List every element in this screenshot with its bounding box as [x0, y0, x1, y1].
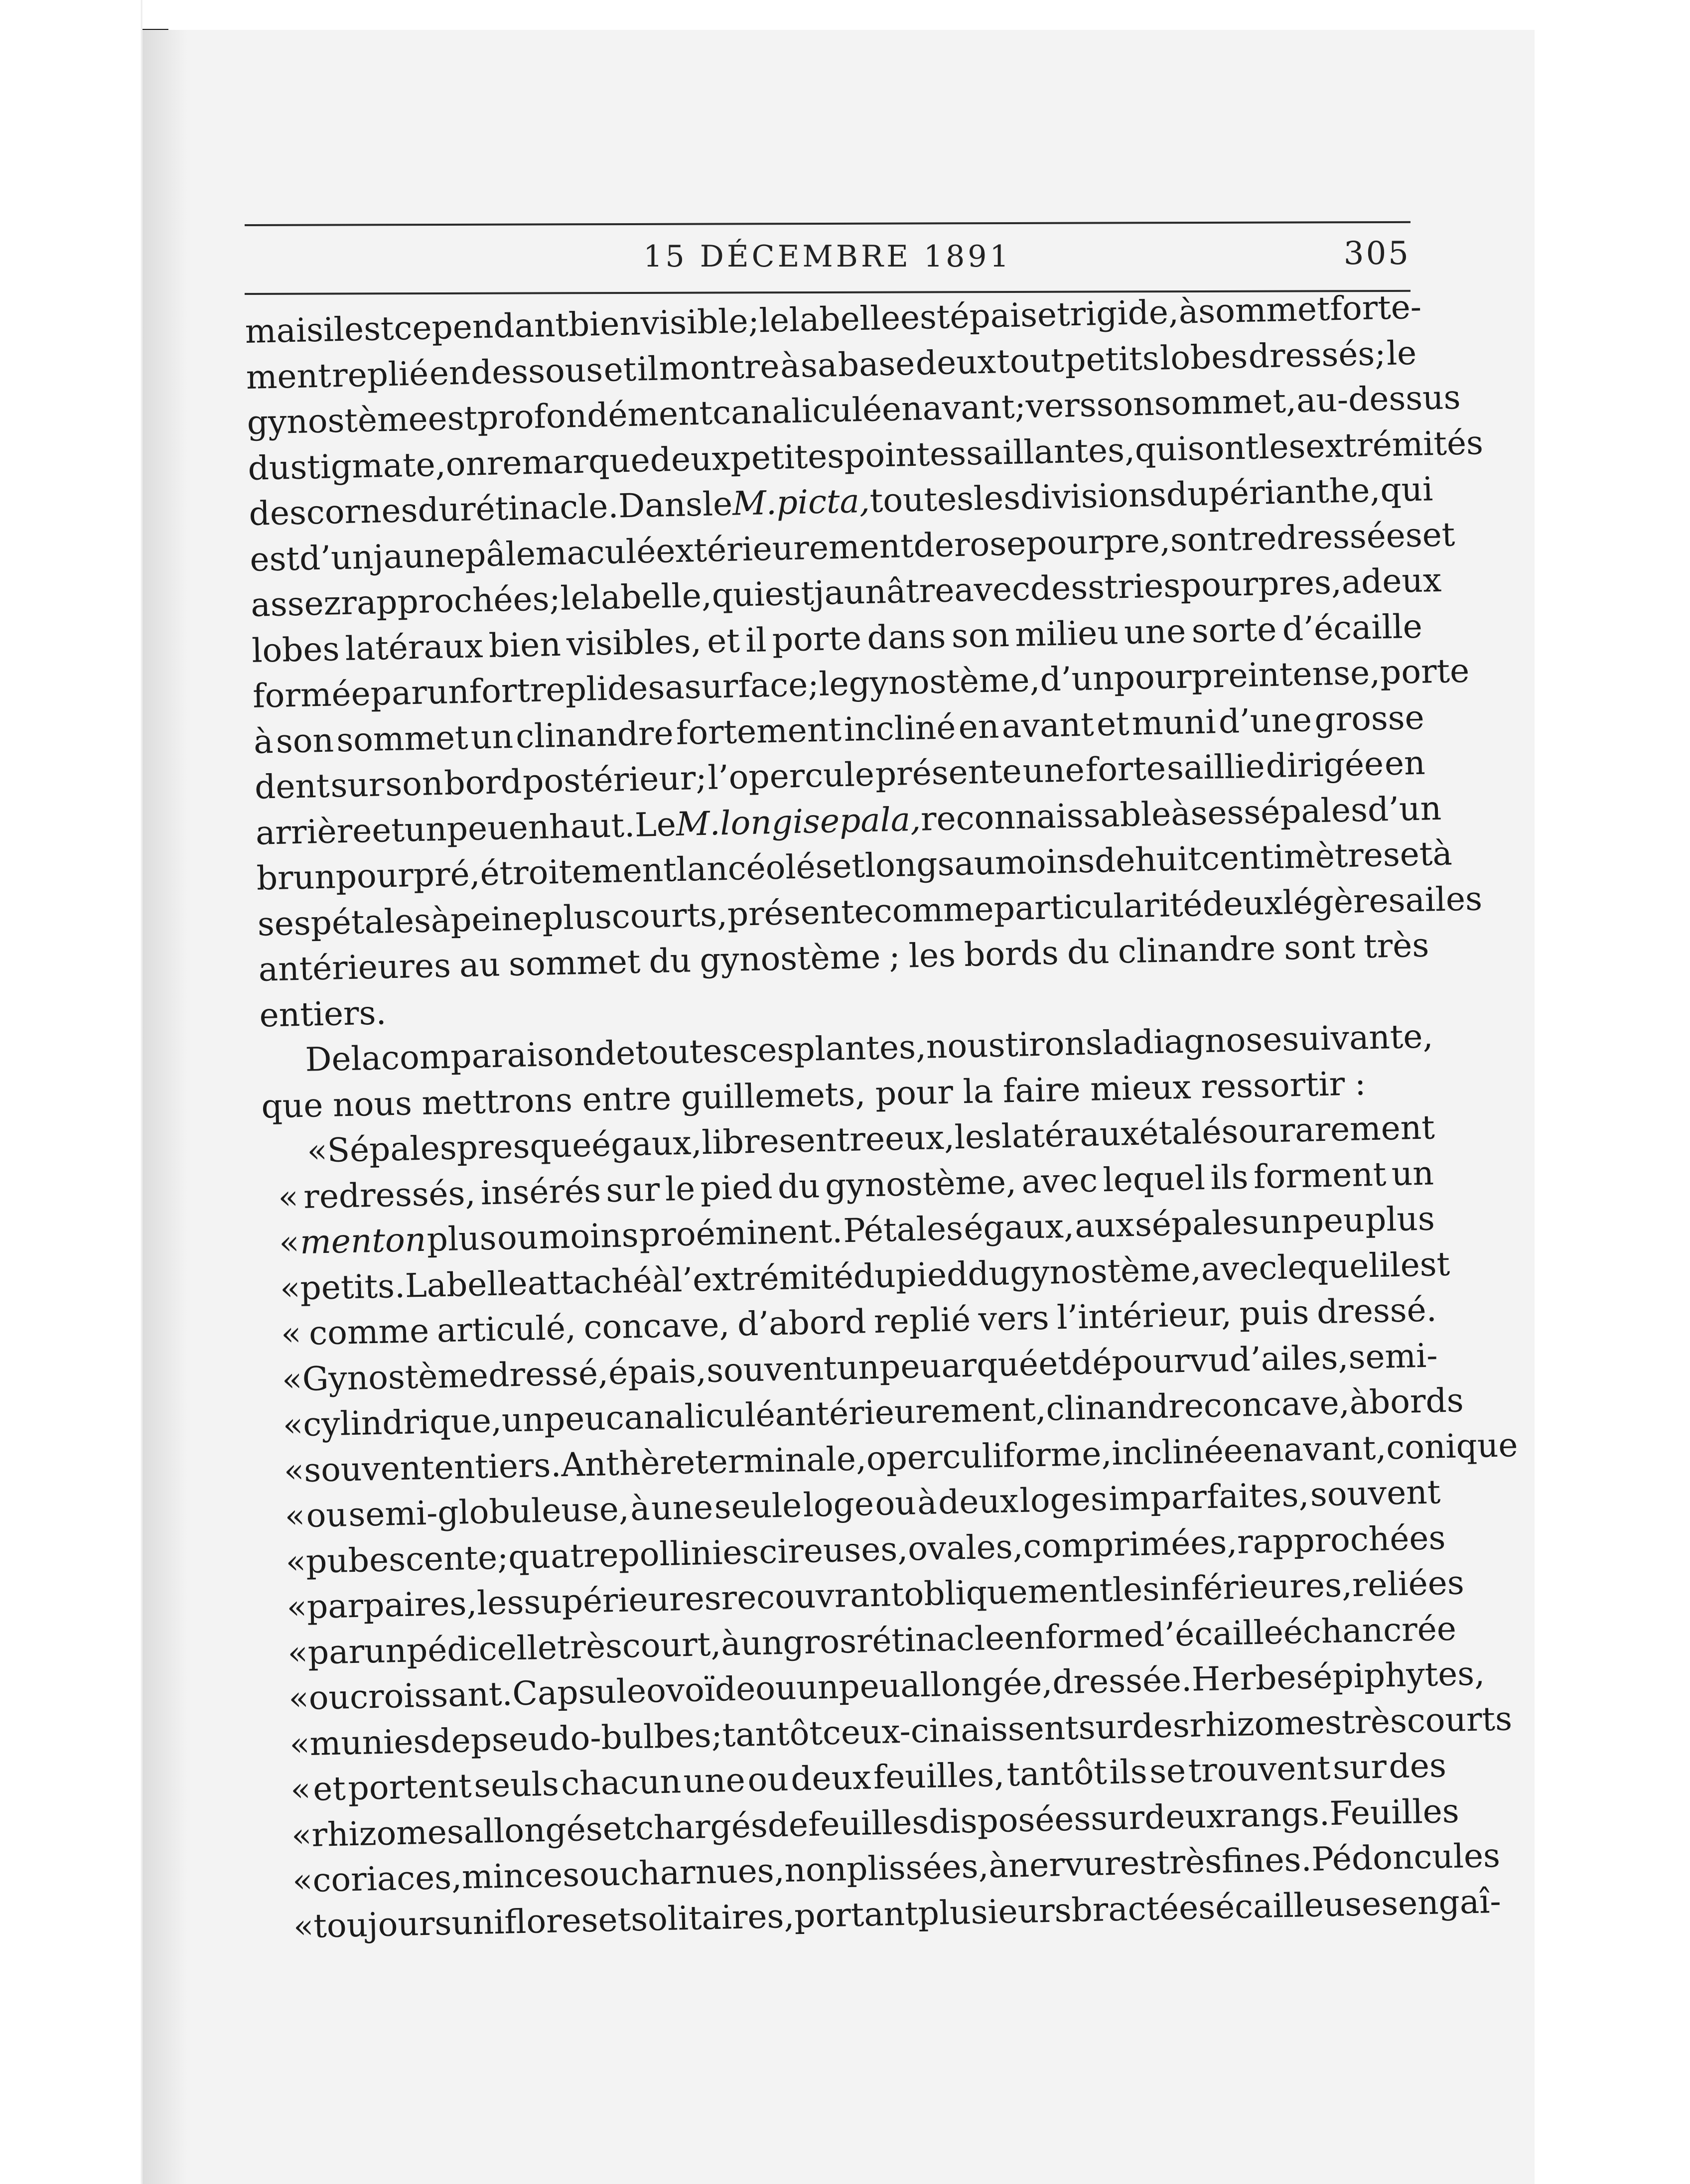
quote-line: « Sépales presque égaux, libres entre eux, les latéraux étalés ou rarement: [306, 1108, 1435, 1170]
text-line: ses pétales à peine plus courts, présente comme particularité deux légères ailes: [257, 879, 1483, 944]
quote-line: « souvent entiers. Anthère terminale, operculiforme, inclinée en avant, conique: [283, 1425, 1519, 1490]
text-line: gynostème est profondément canaliculé en avant; vers son sommet, au-dessus: [246, 378, 1461, 442]
text-line: De la comparaison de toutes ces plantes, nous tirons la diagnose suivante,: [304, 1017, 1434, 1079]
quote-line: « petits. Labelle attaché à l’extrémité du pied du gynostème, avec lequel il est: [280, 1244, 1450, 1308]
quote-line: « par un pédicelle très court, à un gros rétinacle en forme d’écaille échancrée: [287, 1609, 1457, 1672]
text-line: est d’un jaune pâle maculé extérieurement de rose pourpre, sont redressées et: [249, 515, 1455, 579]
text-line: antérieures au sommet du gynostème ; les bords du clinandre sont très: [258, 926, 1429, 989]
page-header: [245, 230, 1410, 290]
quote-line: « comme articulé, concave, d’abord replié vers l’intérieur, puis dressé.: [281, 1290, 1437, 1353]
book-page: [142, 30, 1535, 2184]
quote-line: « ou semi-globuleuse, à une seule loge ou à deux loges imparfaites, souvent: [284, 1473, 1441, 1535]
text-line: brun pourpré, étroitement lancéolés et longs au moins de huit centimètres et à: [256, 834, 1453, 898]
text-line: dent sur son bord postérieur; l’opercule présente une forte saillie dirigée en: [254, 743, 1426, 807]
quote-line: « menton plus ou moins proéminent. Pétales égaux, aux sépales un peu plus: [279, 1199, 1435, 1262]
text-line: entiers.: [259, 993, 387, 1035]
page-number: 305: [1343, 235, 1410, 272]
quote-line: « Gynostème dressé, épais, souvent un peu arqué et dépourvu d’ailes, semi-: [282, 1336, 1438, 1399]
text-line: mais il est cependant bien visible; le labelle est épais et rigide, à sommet forte-: [245, 287, 1422, 351]
text-line: lobes latéraux bien visibles, et il porte dans son milieu une sorte d’écaille: [251, 607, 1423, 670]
gutter-shadow: [142, 30, 187, 2184]
quote-line: « et portent seuls chacun une ou deux feuilles, tantôt ils se trouvent sur des: [290, 1746, 1447, 1809]
quote-line: « toujours uniflores et solitaires, portant plusieurs bractées écailleuses engaî-: [293, 1882, 1502, 1946]
text-line: que nous mettrons entre guillemets, pour la faire mieux ressortir :: [261, 1064, 1367, 1126]
text-line: des cornes du rétinacle. Dans le M. picta, toutes les divisions du périanthe, qui: [248, 470, 1433, 533]
text-line: assez rapprochées; le labelle, qui est jaunâtre avec des stries pourpres, a deux: [250, 560, 1442, 624]
text-line: ment replié en dessous et il montre à sa base deux tout petits lobes dressés; le: [246, 333, 1417, 397]
quote-line: « coriaces, minces ou charnues, non plissées, à nervures très fines. Pédoncules: [292, 1836, 1501, 1900]
text-line: à son sommet un clinandre fortement incliné en avant et muni d’une grosse: [253, 698, 1425, 761]
running-head: 15 DÉCEMBRE 1891: [643, 239, 1012, 274]
scan-margin: [0, 0, 142, 2184]
quote-line: « ou croissant. Capsule ovoïde ou un peu allongée, dressée. Herbes épiphytes,: [288, 1654, 1485, 1718]
text-line: formée par un fort repli de sa surface ; le gynostème, d’un pourpre intense, porte: [252, 651, 1470, 715]
quote-line: « redressés, insérés sur le pied du gynostème, avec lequel ils forment un: [278, 1153, 1434, 1217]
body-text: [245, 284, 1519, 1949]
quote-line: « par paires, les supérieures recouvrant obliquement les inférieures, reliées: [286, 1563, 1465, 1627]
quote-line: « pubescente; quatre pollinies cireuses, ovales, comprimées, rapprochées: [285, 1518, 1446, 1581]
header-rule-top: [245, 221, 1410, 226]
quote-line: « cylindrique, un peu canaliculé antérieurement, clinandre concave, à bords: [282, 1381, 1464, 1444]
text-line: du stigmate, on remarque deux petites pointes saillantes, qui sont les extrémités: [247, 423, 1484, 488]
quote-line: « rhizomes allongés et chargés de feuilles disposées sur deux rangs. Feuilles: [291, 1791, 1460, 1855]
text-line: arrière et un peu en haut. Le M. longisepala, reconnaissable à ses sépales d’un: [255, 789, 1442, 852]
quote-line: « munies de pseudo-bulbes; tantôt ceux-ci naissent sur des rhizomes très courts: [289, 1699, 1513, 1764]
